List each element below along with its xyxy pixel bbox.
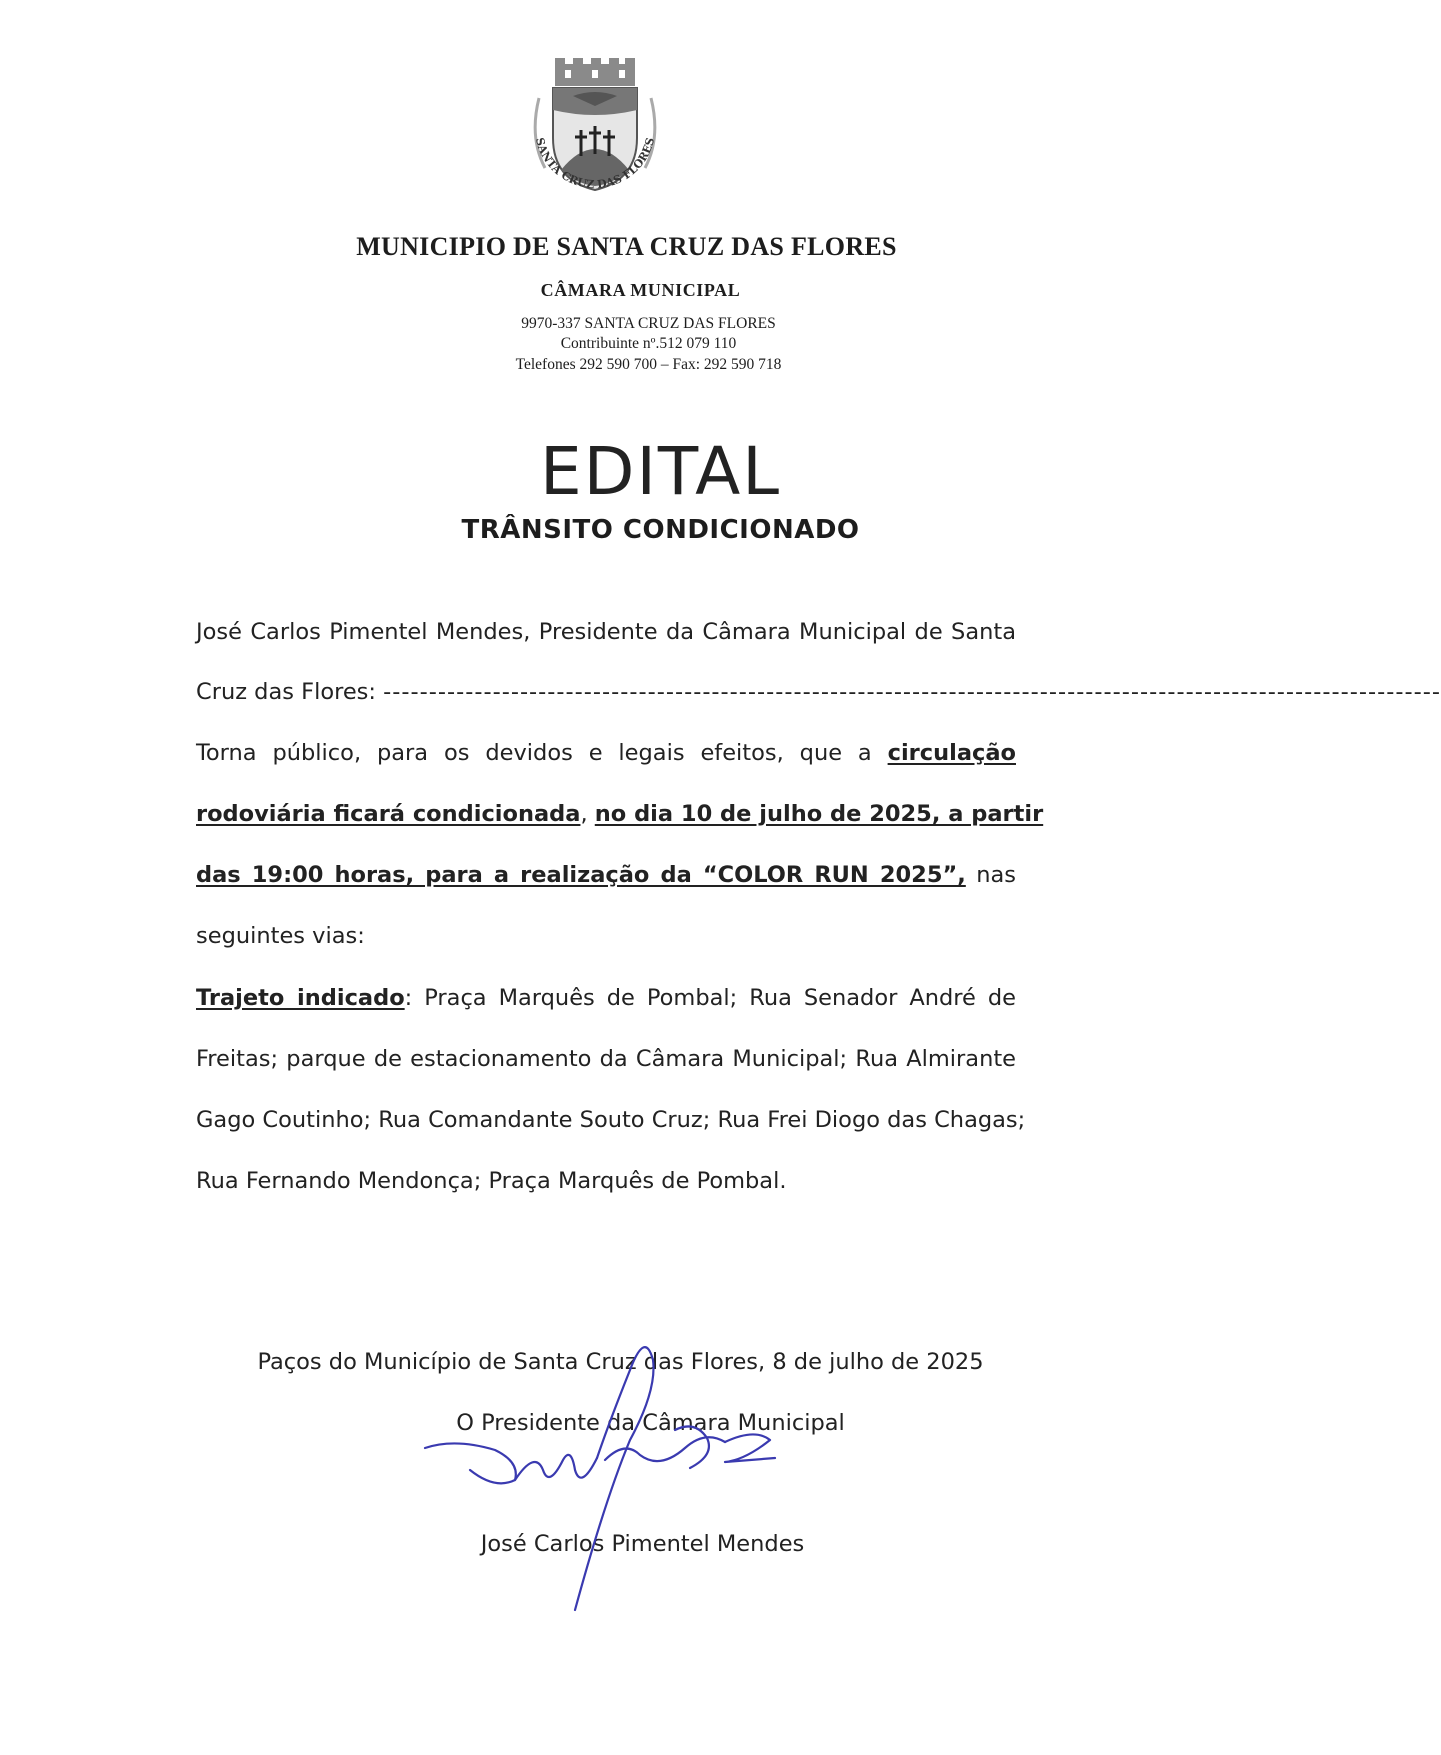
- address-line: 9970-337 SANTA CRUZ DAS FLORES: [521, 315, 776, 332]
- dash-filler: --------------------------------------------------------------------------------------------------------------------: [383, 679, 1441, 705]
- signatory-role: O Presidente da Câmara Municipal: [456, 1410, 845, 1436]
- crest-lettering: SANTA CRUZ DAS FLORES: [532, 136, 658, 192]
- place-and-date: Paços do Município de Santa Cruz das Flores, 8 de julho de 2025: [257, 1349, 984, 1375]
- handwritten-signature-icon: [425, 1330, 805, 1630]
- body-line-3: Torna público, para os devidos e legais efeitos, que a circulação: [196, 740, 1016, 766]
- body-line-6: seguintes vias:: [196, 923, 365, 949]
- route-line-3: Gago Coutinho; Rua Comandante Souto Cruz; Rua Frei Diogo das Chagas;: [196, 1107, 1026, 1133]
- body-line-2: [196, 677, 1441, 707]
- phone-fax-line: Telefones 292 590 700 – Fax: 292 590 718: [515, 356, 782, 373]
- council-name: CÂMARA MUNICIPAL: [540, 280, 741, 300]
- route-line-1: Trajeto indicado: Praça Marquês de Pombal; Rua Senador André de: [196, 985, 1016, 1011]
- document-title: EDITAL: [539, 433, 782, 510]
- municipality-name: MUNICIPIO DE SANTA CRUZ DAS FLORES: [356, 232, 897, 261]
- municipal-crest-icon: [515, 58, 675, 218]
- taxpayer-number: Contribuinte nº.512 079 110: [560, 335, 737, 352]
- signatory-name: José Carlos Pimentel Mendes: [480, 1531, 805, 1557]
- document-subtitle: TRÂNSITO CONDICIONADO: [461, 515, 860, 545]
- body-line-5: das 19:00 horas, para a realização da “COLOR RUN 2025”, nas: [196, 862, 1016, 888]
- route-label: Trajeto indicado: [196, 985, 405, 1011]
- route-line-2: Freitas; parque de estacionamento da Câmara Municipal; Rua Almirante: [196, 1046, 1016, 1072]
- body-line-4: rodoviária ficará condicionada, no dia 10 de julho de 2025, a partir: [196, 801, 1044, 827]
- route-line-4: Rua Fernando Mendonça; Praça Marquês de Pombal.: [196, 1168, 787, 1194]
- intro-place: Cruz das Flores:: [196, 679, 376, 705]
- body-line-1: José Carlos Pimentel Mendes, Presidente da Câmara Municipal de Santa: [196, 619, 1016, 645]
